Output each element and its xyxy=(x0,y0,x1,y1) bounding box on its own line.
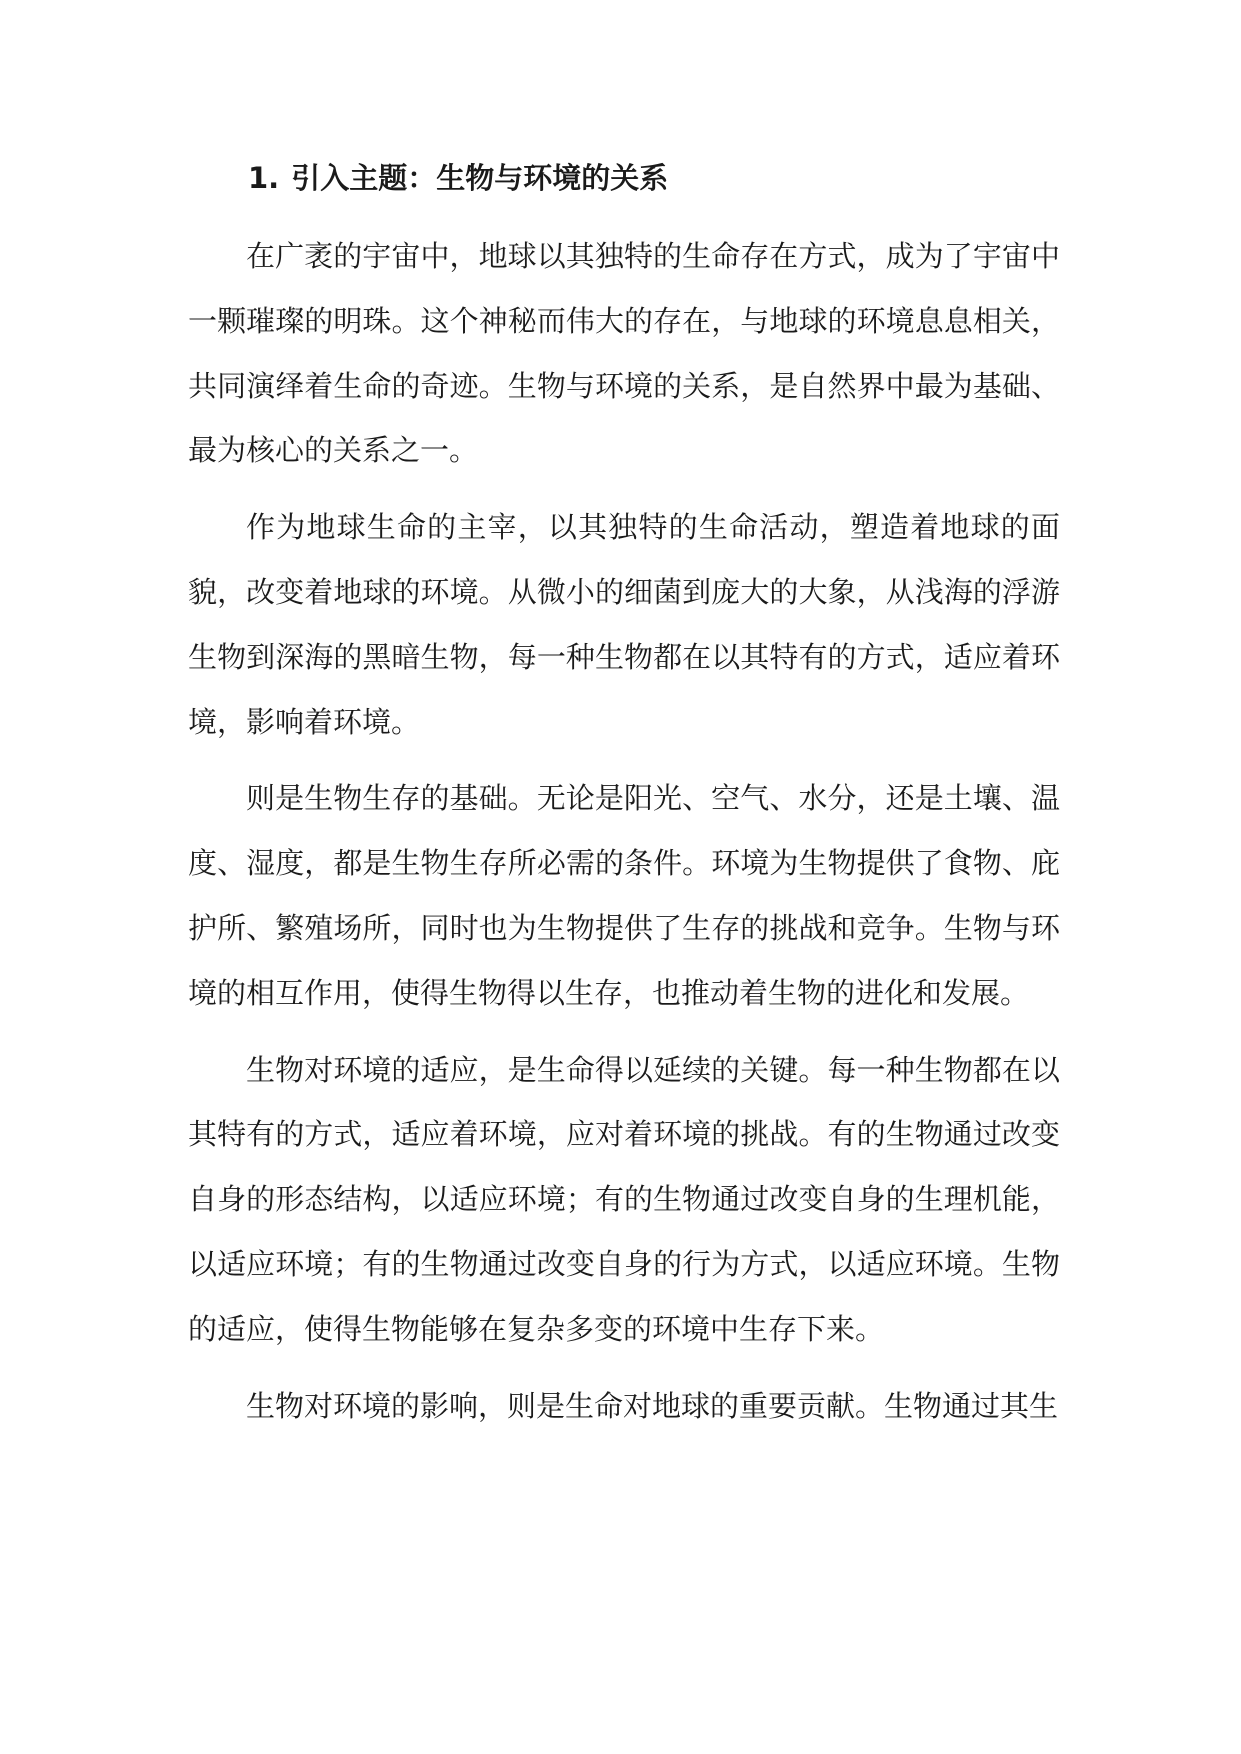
paragraph-1: 在广袤的宇宙中，地球以其独特的生命存在方式，成为了宇宙中一颗璀璨的明珠。这个神秘而伟大的存在，与地球的环境息息相关，共同演绎着生命的奇迹。生物与环境的关系，是自然界中最为基础、最为核心的关系之一。 xyxy=(188,239,1060,468)
section-title: 引入主题：生物与环境的关系 xyxy=(291,161,669,195)
section-heading xyxy=(248,150,1060,206)
document-page xyxy=(188,150,1060,1450)
paragraph-3: 则是生物生存的基础。无论是阳光、空气、水分，还是土壤、温度、湿度，都是生物生存所必需的条件。环境为生物提供了食物、庇护所、繁殖场所，同时也为生物提供了生存的挑战和竞争。生物与环境的相互作用，使得生物得以生存，也推动着生物的进化和发展。 xyxy=(188,781,1060,1010)
section-number: 1. xyxy=(248,161,280,195)
paragraph-5: 生物对环境的影响，则是生命对地球的重要贡献。生物通过其生 xyxy=(246,1388,1059,1423)
paragraph-2: 作为地球生命的主宰，以其独特的生命活动，塑造着地球的面貌，改变着地球的环境。从微小的细菌到庞大的大象，从浅海的浮游生物到深海的黑暗生物，每一种生物都在以其特有的方式，适应着环境，影响着环境。 xyxy=(188,510,1060,739)
paragraph-4: 生物对环境的适应，是生命得以延续的关键。每一种生物都在以其特有的方式，适应着环境，应对着环境的挑战。有的生物通过改变自身的形态结构，以适应环境；有的生物通过改变自身的生理机能，以适应环境；有的生物通过改变自身的行为方式，以适应环境。生物的适应，使得生物能够在复杂多变的环境中生存下来。 xyxy=(188,1052,1060,1346)
